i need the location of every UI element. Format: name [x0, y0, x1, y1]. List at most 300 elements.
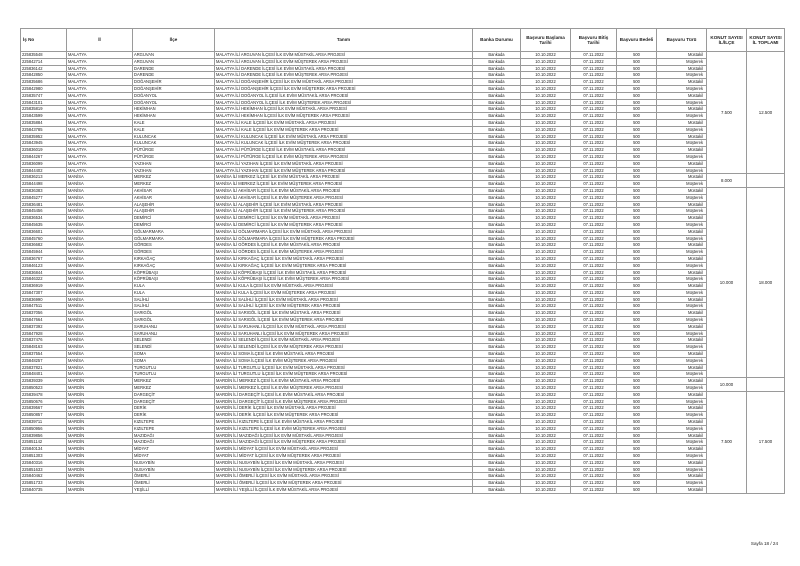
table-cell: Bankada	[473, 269, 521, 276]
table-cell: 225848163	[21, 344, 67, 351]
table-cell: 07.11.2022	[571, 52, 617, 59]
table-cell: 07.11.2022	[571, 113, 617, 120]
table-cell: Bankada	[473, 113, 521, 120]
housing-count-cell: 7.500	[707, 52, 747, 174]
table-cell: MANİSA İLİ SOMA İLÇESİ İLK EVİM MÜSTAKİL ARSA PROJESİ	[215, 351, 473, 358]
table-cell: MARDİN İLİ MERKEZ İLÇESİ İLK EVİM MÜŞTEREK ARSA PROJESİ	[215, 385, 473, 392]
table-cell: MARDİN İLİ ÖMERLİ İLÇESİ İLK EVİM MÜSTAKİL ARSA PROJESİ	[215, 473, 473, 480]
table-cell: 500	[617, 119, 657, 126]
table-cell: 225850676	[21, 398, 67, 405]
table-cell: MANİSA	[67, 262, 133, 269]
header-cell: Banka Durumu	[473, 29, 521, 52]
table-cell: 10.10.2022	[521, 58, 571, 65]
table-cell: 07.11.2022	[571, 432, 617, 439]
table-cell: 500	[617, 269, 657, 276]
table-cell: Müstakil	[657, 201, 707, 208]
table-cell: DOĞANYOL	[133, 99, 215, 106]
table-row	[21, 337, 785, 344]
table-cell: 10.10.2022	[521, 405, 571, 412]
table-cell: 07.11.2022	[571, 480, 617, 487]
table-cell: MARDİN İLİ YEŞİLLİ İLÇESİ İLK EVİM MÜSTAKİL ARSA PROJESİ	[215, 487, 473, 494]
table-cell: Bankada	[473, 412, 521, 419]
table-row	[21, 201, 785, 208]
table-cell: 225843101	[21, 99, 67, 106]
table-cell: 500	[617, 262, 657, 269]
table-cell: Bankada	[473, 330, 521, 337]
table-cell: KIRKAĞAÇ	[133, 262, 215, 269]
table-cell: MANİSA	[67, 317, 133, 324]
header-cell: İş No	[21, 29, 67, 52]
table-cell: 07.11.2022	[571, 466, 617, 473]
table-cell: Müstakil	[657, 310, 707, 317]
table-cell: MANİSA	[67, 310, 133, 317]
table-cell: 500	[617, 92, 657, 99]
table-cell: TURGUTLU	[133, 364, 215, 371]
table-row	[21, 289, 785, 296]
table-cell: MERKEZ	[133, 385, 215, 392]
table-cell: 225836383	[21, 187, 67, 194]
table-cell: MAZIDAĞI	[133, 439, 215, 446]
table-cell: 225839711	[21, 419, 67, 426]
table-cell: 07.11.2022	[571, 453, 617, 460]
table-cell: MARDİN İLİ NUSAYBİN İLÇESİ İLK EVİM MÜŞTEREK ARSA PROJESİ	[215, 466, 473, 473]
table-cell: Bankada	[473, 419, 521, 426]
table-cell: Müstakil	[657, 187, 707, 194]
table-cell: MANİSA İLİ SARIGÖL İLÇESİ İLK EVİM MÜŞTEREK ARSA PROJESİ	[215, 317, 473, 324]
table-cell: 225839567	[21, 405, 67, 412]
header-cell: Başvuru Bedeli	[617, 29, 657, 52]
table-cell: MALATYA İLİ DARENDE İLÇESİ İLK EVİM MÜSTAKİL ARSA PROJESİ	[215, 65, 473, 72]
table-cell: MANİSA	[67, 235, 133, 242]
table-cell: MALATYA İLİ ARGUVAN İLÇESİ İLK EVİM MÜSTAKİL ARSA PROJESİ	[215, 52, 473, 59]
table-cell: MANİSA	[67, 215, 133, 222]
table-cell: 225835548	[21, 52, 67, 59]
table-cell: 10.10.2022	[521, 466, 571, 473]
table-cell: SALİHLİ	[133, 296, 215, 303]
table-row	[21, 453, 785, 460]
table-row	[21, 119, 785, 126]
table-cell: Müstakil	[657, 487, 707, 494]
table-cell: Müşterek	[657, 126, 707, 133]
table-cell: MALATYA İLİ KALE İLÇESİ İLK EVİM MÜŞTEREK ARSA PROJESİ	[215, 126, 473, 133]
table-cell: Müstakil	[657, 79, 707, 86]
table-cell: MALATYA	[67, 72, 133, 79]
table-cell: MANİSA	[67, 330, 133, 337]
table-row	[21, 133, 785, 140]
table-cell: 225848401	[21, 371, 67, 378]
table-cell: 500	[617, 317, 657, 324]
table-cell: Bankada	[473, 439, 521, 446]
table-row	[21, 92, 785, 99]
table-cell: Müşterek	[657, 72, 707, 79]
table-cell: 500	[617, 446, 657, 453]
table-cell: Müstakil	[657, 405, 707, 412]
table-cell: ARGUVAN	[133, 58, 215, 65]
table-cell: Bankada	[473, 398, 521, 405]
table-cell: MALATYA İLİ PÜTÜRGE İLÇESİ İLK EVİM MÜŞTEREK ARSA PROJESİ	[215, 153, 473, 160]
table-cell: 07.11.2022	[571, 425, 617, 432]
table-cell: MANİSA İLİ TURGUTLU İLÇESİ İLK EVİM MÜSTAKİL ARSA PROJESİ	[215, 364, 473, 371]
table-cell: 225847307	[21, 289, 67, 296]
table-cell: 07.11.2022	[571, 147, 617, 154]
table-cell: DOĞANŞEHİR	[133, 85, 215, 92]
table-cell: Müşterek	[657, 235, 707, 242]
table-cell: Müşterek	[657, 194, 707, 201]
table-cell: 07.11.2022	[571, 140, 617, 147]
table-cell: 07.11.2022	[571, 201, 617, 208]
table-cell: Müşterek	[657, 113, 707, 120]
table-cell: 500	[617, 242, 657, 249]
table-cell: MARDİN İLİ NUSAYBİN İLÇESİ İLK EVİM MÜSTAKİL ARSA PROJESİ	[215, 459, 473, 466]
table-cell: MANİSA İLİ SELENDİ İLÇESİ İLK EVİM MÜŞTEREK ARSA PROJESİ	[215, 344, 473, 351]
header-cell: KONUT SAYISI İL TOPLAMI	[747, 29, 785, 52]
table-cell: KÖPRÜBAŞI	[133, 269, 215, 276]
table-cell: 10.10.2022	[521, 72, 571, 79]
table-cell: KIZILTEPE	[133, 419, 215, 426]
table-cell: 500	[617, 283, 657, 290]
table-cell: Müstakil	[657, 323, 707, 330]
table-cell: 225846322	[21, 276, 67, 283]
table-cell: Müstakil	[657, 106, 707, 113]
table-cell: MANİSA İLİ SALİHLİ İLÇESİ İLK EVİM MÜŞTEREK ARSA PROJESİ	[215, 303, 473, 310]
table-cell: MERKEZ	[133, 378, 215, 385]
table-cell: 500	[617, 391, 657, 398]
table-cell: 500	[617, 208, 657, 215]
table-cell: MARDİN	[67, 412, 133, 419]
table-cell: Müşterek	[657, 303, 707, 310]
table-cell: 225835819	[21, 106, 67, 113]
table-cell: Bankada	[473, 385, 521, 392]
table-cell: 225847511	[21, 303, 67, 310]
table-row	[21, 181, 785, 188]
table-cell: Müşterek	[657, 221, 707, 228]
table-cell: MANİSA İLİ GÖRDES İLÇESİ İLK EVİM MÜŞTEREK ARSA PROJESİ	[215, 249, 473, 256]
table-cell: MARDİN İLİ MAZIDAĞI İLÇESİ İLK EVİM MÜSTAKİL ARSA PROJESİ	[215, 432, 473, 439]
table-cell: 225843945	[21, 140, 67, 147]
table-cell: 500	[617, 303, 657, 310]
table-cell: KULUNCAK	[133, 140, 215, 147]
table-cell: 07.11.2022	[571, 126, 617, 133]
table-cell: MANİSA İLİ DEMİRCİ İLÇESİ İLK EVİM MÜŞTEREK ARSA PROJESİ	[215, 221, 473, 228]
table-cell: MARDİN İLİ KIZILTEPE İLÇESİ İLK EVİM MÜŞTEREK ARSA PROJESİ	[215, 425, 473, 432]
table-cell: Bankada	[473, 147, 521, 154]
table-cell: 500	[617, 52, 657, 59]
table-cell: MARDİN	[67, 466, 133, 473]
table-cell: 500	[617, 453, 657, 460]
table-cell: MALATYA İLİ YAZIHAN İLÇESİ İLK EVİM MÜSTAKİL ARSA PROJESİ	[215, 160, 473, 167]
province-total-cell	[747, 378, 785, 392]
table-cell: 500	[617, 405, 657, 412]
table-cell: MANİSA İLİ ALAŞEHİR İLÇESİ İLK EVİM MÜSTAKİL ARSA PROJESİ	[215, 201, 473, 208]
housing-count-cell: 8.000	[707, 174, 747, 188]
table-cell: Bankada	[473, 79, 521, 86]
table-cell: MARDİN İLİ DARGEÇİT İLÇESİ İLK EVİM MÜSTAKİL ARSA PROJESİ	[215, 391, 473, 398]
table-row	[21, 262, 785, 269]
table-cell: MARDİN	[67, 480, 133, 487]
table-cell: MALATYA İLİ DOĞANŞEHİR İLÇESİ İLK EVİM MÜSTAKİL ARSA PROJESİ	[215, 79, 473, 86]
table-cell: 07.11.2022	[571, 174, 617, 181]
table-cell: 500	[617, 255, 657, 262]
table-cell: Bankada	[473, 99, 521, 106]
table-cell: MANİSA İLİ KIRKAĞAÇ İLÇESİ İLK EVİM MÜSTAKİL ARSA PROJESİ	[215, 255, 473, 262]
table-cell: Bankada	[473, 344, 521, 351]
table-cell: HEKİMHAN	[133, 106, 215, 113]
table-cell: DOĞANYOL	[133, 92, 215, 99]
table-cell: MARDİN	[67, 487, 133, 494]
table-cell: KIRKAĞAÇ	[133, 255, 215, 262]
table-cell: 10.10.2022	[521, 153, 571, 160]
table-cell: MARDİN	[67, 459, 133, 466]
table-cell: 10.10.2022	[521, 487, 571, 494]
table-cell: 225850523	[21, 385, 67, 392]
table-cell: DARGEÇİT	[133, 391, 215, 398]
table-cell: MANİSA	[67, 269, 133, 276]
table-cell: MANİSA	[67, 221, 133, 228]
table-cell: MANİSA	[67, 337, 133, 344]
table-cell: 500	[617, 140, 657, 147]
table-cell: Bankada	[473, 85, 521, 92]
table-cell: SARUHANLI	[133, 330, 215, 337]
table-cell: MANİSA	[67, 276, 133, 283]
table-cell: 07.11.2022	[571, 487, 617, 494]
table-cell: 225840316	[21, 459, 67, 466]
table-cell: MANİSA İLİ SARUHANLI İLÇESİ İLK EVİM MÜSTAKİL ARSA PROJESİ	[215, 323, 473, 330]
table-cell: 10.10.2022	[521, 201, 571, 208]
table-row	[21, 432, 785, 439]
table-row	[21, 323, 785, 330]
table-cell: MALATYA İLİ DOĞANYOL İLÇESİ İLK EVİM MÜŞTEREK ARSA PROJESİ	[215, 99, 473, 106]
table-cell: 500	[617, 459, 657, 466]
table-row	[21, 425, 785, 432]
table-cell: MANİSA İLİ AKHİSAR İLÇESİ İLK EVİM MÜŞTEREK ARSA PROJESİ	[215, 194, 473, 201]
table-cell: 225847664	[21, 317, 67, 324]
table-cell: Müşterek	[657, 276, 707, 283]
table-cell: MANİSA	[67, 187, 133, 194]
table-cell: 225835747	[21, 92, 67, 99]
table-row	[21, 446, 785, 453]
table-cell: SOMA	[133, 357, 215, 364]
table-cell: 225845635	[21, 221, 67, 228]
table-cell: 10.10.2022	[521, 147, 571, 154]
table-cell: KALE	[133, 119, 215, 126]
table-cell: HEKİMHAN	[133, 113, 215, 120]
table-cell: Bankada	[473, 181, 521, 188]
table-cell: DERİK	[133, 412, 215, 419]
table-cell: Bankada	[473, 364, 521, 371]
table-cell: DARGEÇİT	[133, 398, 215, 405]
table-cell: 07.11.2022	[571, 269, 617, 276]
table-row	[21, 480, 785, 487]
table-cell: MANİSA İLİ DEMİRCİ İLÇESİ İLK EVİM MÜSTAKİL ARSA PROJESİ	[215, 215, 473, 222]
table-cell: 10.10.2022	[521, 378, 571, 385]
table-cell: 10.10.2022	[521, 242, 571, 249]
table-cell: MANİSA İLİ KIRKAĞAÇ İLÇESİ İLK EVİM MÜŞTEREK ARSA PROJESİ	[215, 262, 473, 269]
table-cell: Bankada	[473, 317, 521, 324]
table-cell: 10.10.2022	[521, 364, 571, 371]
table-cell: 10.10.2022	[521, 303, 571, 310]
table-cell: Bankada	[473, 126, 521, 133]
table-cell: MANİSA	[67, 344, 133, 351]
table-cell: Müstakil	[657, 65, 707, 72]
table-cell: MANİSA	[67, 323, 133, 330]
table-cell: MANİSA	[67, 255, 133, 262]
table-cell: MANİSA	[67, 194, 133, 201]
table-cell: KULA	[133, 289, 215, 296]
table-cell: 500	[617, 351, 657, 358]
table-cell: 500	[617, 398, 657, 405]
table-cell: 10.10.2022	[521, 357, 571, 364]
table-cell: DERİK	[133, 405, 215, 412]
table-cell: 10.10.2022	[521, 160, 571, 167]
table-row	[21, 439, 785, 446]
table-cell: Müstakil	[657, 242, 707, 249]
table-cell: Müstakil	[657, 228, 707, 235]
table-cell: SARUHANLI	[133, 323, 215, 330]
table-cell: ALAŞEHİR	[133, 201, 215, 208]
table-cell: MARDİN İLİ KIZILTEPE İLÇESİ İLK EVİM MÜSTAKİL ARSA PROJESİ	[215, 419, 473, 426]
table-cell: 07.11.2022	[571, 235, 617, 242]
header-cell: KONUT SAYISI İL/İLÇE	[707, 29, 747, 52]
table-cell: Bankada	[473, 276, 521, 283]
table-cell: Bankada	[473, 215, 521, 222]
table-row	[21, 371, 785, 378]
table-cell: 10.10.2022	[521, 113, 571, 120]
table-cell: MALATYA İLİ ARGUVAN İLÇESİ İLK EVİM MÜŞTEREK ARSA PROJESİ	[215, 58, 473, 65]
table-cell: Müstakil	[657, 473, 707, 480]
table-cell: Bankada	[473, 201, 521, 208]
table-cell: 10.10.2022	[521, 126, 571, 133]
table-cell: YEŞİLLİ	[133, 487, 215, 494]
table-cell: 10.10.2022	[521, 167, 571, 174]
table-cell: 225837554	[21, 351, 67, 358]
table-cell: 225850857	[21, 412, 67, 419]
table-cell: 225835952	[21, 133, 67, 140]
table-cell: MALATYA İLİ HEKİMHAN İLÇESİ İLK EVİM MÜŞTEREK ARSA PROJESİ	[215, 113, 473, 120]
table-cell: 225836534	[21, 215, 67, 222]
table-cell: MARDİN	[67, 432, 133, 439]
table-cell: 10.10.2022	[521, 215, 571, 222]
table-cell: 225837056	[21, 310, 67, 317]
table-cell: 500	[617, 296, 657, 303]
table-cell: 10.10.2022	[521, 283, 571, 290]
table-cell: 10.10.2022	[521, 289, 571, 296]
table-cell: MALATYA	[67, 92, 133, 99]
table-cell: Bankada	[473, 187, 521, 194]
table-cell: 10.10.2022	[521, 385, 571, 392]
table-cell: 07.11.2022	[571, 276, 617, 283]
table-cell: GÖLMARMARA	[133, 228, 215, 235]
table-row	[21, 126, 785, 133]
table-cell: 10.10.2022	[521, 276, 571, 283]
table-cell: 500	[617, 58, 657, 65]
table-cell: 10.10.2022	[521, 208, 571, 215]
table-cell: 500	[617, 228, 657, 235]
housing-count-cell: 10.000	[707, 378, 747, 392]
table-cell: MALATYA İLİ YAZIHAN İLÇESİ İLK EVİM MÜŞTEREK ARSA PROJESİ	[215, 167, 473, 174]
table-cell: MANİSA İLİ SOMA İLÇESİ İLK EVİM MÜŞTEREK ARSA PROJESİ	[215, 357, 473, 364]
table-cell: MALATYA	[67, 147, 133, 154]
table-row	[21, 106, 785, 113]
table-cell: 225840462	[21, 473, 67, 480]
table-cell: 225848257	[21, 357, 67, 364]
table-cell: 07.11.2022	[571, 249, 617, 256]
table-row	[21, 72, 785, 79]
table-cell: 07.11.2022	[571, 72, 617, 79]
table-cell: MANİSA	[67, 371, 133, 378]
table-cell: Bankada	[473, 106, 521, 113]
table-cell: 10.10.2022	[521, 330, 571, 337]
table-cell: 225839478	[21, 391, 67, 398]
table-cell: MALATYA İLİ KULUNCAK İLÇESİ İLK EVİM MÜSTAKİL ARSA PROJESİ	[215, 133, 473, 140]
table-row	[21, 317, 785, 324]
table-cell: MANİSA İLİ KULA İLÇESİ İLK EVİM MÜSTAKİL ARSA PROJESİ	[215, 283, 473, 290]
table-cell: 500	[617, 133, 657, 140]
table-cell: Bankada	[473, 337, 521, 344]
table-cell: MARDİN	[67, 398, 133, 405]
table-cell: 07.11.2022	[571, 133, 617, 140]
table-cell: Müşterek	[657, 466, 707, 473]
province-total-cell	[747, 174, 785, 188]
province-total-cell: 18.000	[747, 187, 785, 377]
table-cell: SALİHLİ	[133, 303, 215, 310]
table-cell: Müstakil	[657, 391, 707, 398]
table-cell: 07.11.2022	[571, 289, 617, 296]
table-cell: DOĞANŞEHİR	[133, 79, 215, 86]
table-cell: 225850956	[21, 425, 67, 432]
table-cell: 07.11.2022	[571, 167, 617, 174]
table-cell: MALATYA İLİ DOĞANYOL İLÇESİ İLK EVİM MÜSTAKİL ARSA PROJESİ	[215, 92, 473, 99]
table-cell: 225845944	[21, 249, 67, 256]
table-cell: Müstakil	[657, 92, 707, 99]
table-cell: 07.11.2022	[571, 473, 617, 480]
table-cell: Müşterek	[657, 85, 707, 92]
table-cell: Müşterek	[657, 480, 707, 487]
table-cell: 10.10.2022	[521, 181, 571, 188]
table-cell: 07.11.2022	[571, 242, 617, 249]
table-cell: MALATYA	[67, 160, 133, 167]
table-row	[21, 364, 785, 371]
table-cell: MALATYA	[67, 153, 133, 160]
table-cell: 10.10.2022	[521, 317, 571, 324]
table-cell: KULUNCAK	[133, 133, 215, 140]
table-cell: 500	[617, 425, 657, 432]
table-cell: 225836601	[21, 228, 67, 235]
table-cell: 07.11.2022	[571, 364, 617, 371]
table-row	[21, 228, 785, 235]
table-cell: 10.10.2022	[521, 425, 571, 432]
table-cell: MALATYA İLİ PÜTÜRGE İLÇESİ İLK EVİM MÜSTAKİL ARSA PROJESİ	[215, 147, 473, 154]
table-row	[21, 140, 785, 147]
table-cell: 500	[617, 153, 657, 160]
table-cell: Müstakil	[657, 283, 707, 290]
table-cell: MANİSA İLİ SARIGÖL İLÇESİ İLK EVİM MÜSTAKİL ARSA PROJESİ	[215, 310, 473, 317]
table-row	[21, 303, 785, 310]
table-row	[21, 310, 785, 317]
table-cell: 500	[617, 480, 657, 487]
table-cell: MANİSA İLİ KULA İLÇESİ İLK EVİM MÜŞTEREK ARSA PROJESİ	[215, 289, 473, 296]
table-body	[21, 52, 785, 494]
table-cell: Müşterek	[657, 58, 707, 65]
table-cell: Müşterek	[657, 344, 707, 351]
table-cell: 225837392	[21, 323, 67, 330]
table-cell: MARDİN İLİ MERKEZ İLÇESİ İLK EVİM MÜSTAKİL ARSA PROJESİ	[215, 378, 473, 385]
table-cell: 500	[617, 113, 657, 120]
table-cell: MALATYA	[67, 58, 133, 65]
table-cell: 07.11.2022	[571, 106, 617, 113]
table-cell: 10.10.2022	[521, 255, 571, 262]
table-cell: Müşterek	[657, 439, 707, 446]
table-cell: 07.11.2022	[571, 385, 617, 392]
